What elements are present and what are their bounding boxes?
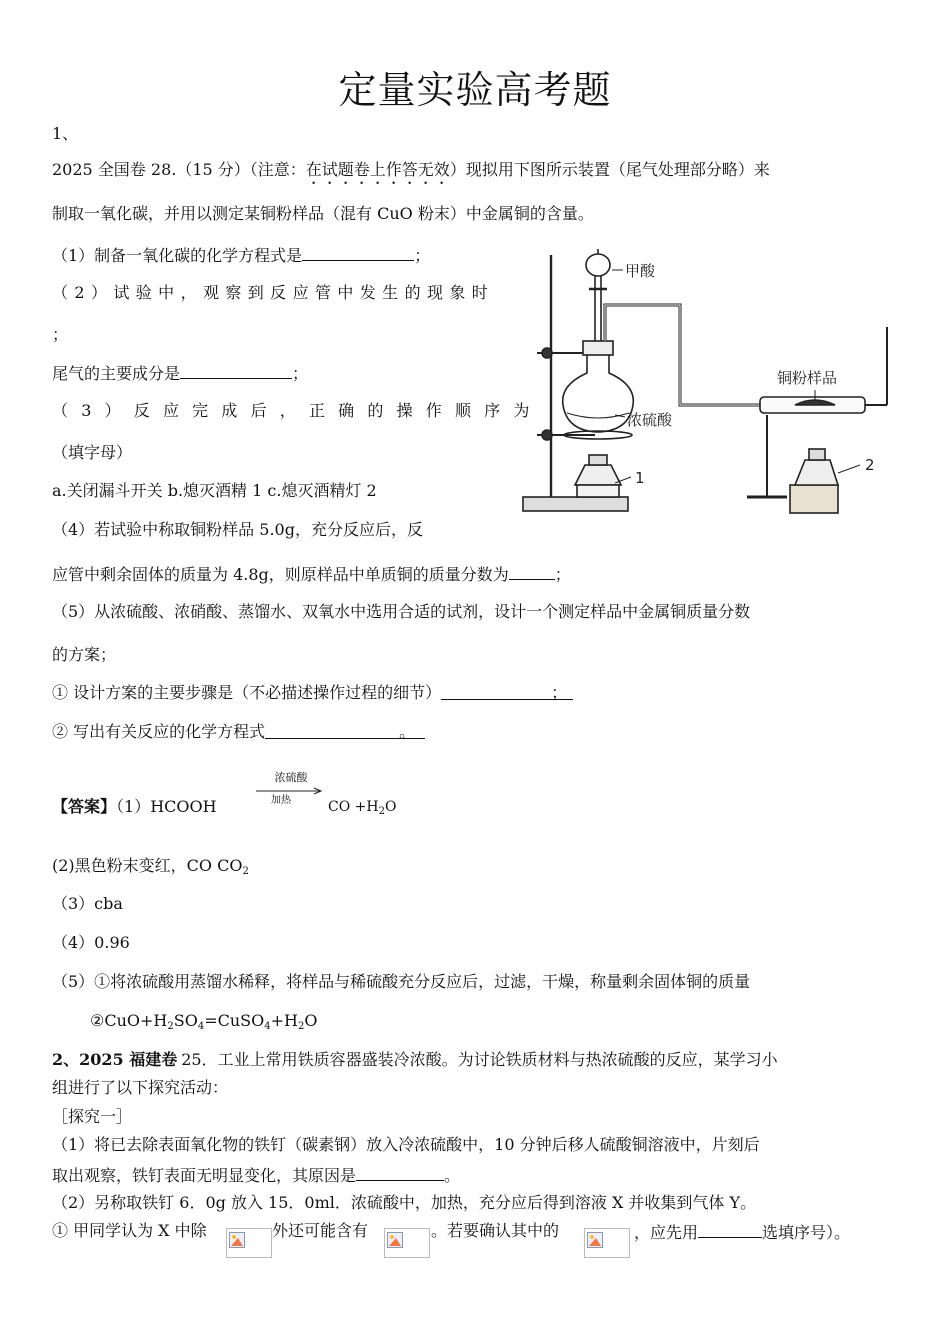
left-stand-base (523, 497, 628, 511)
flask (563, 355, 634, 432)
answer-5: （5）①将浓硫酸用蒸馏水稀释，将样品与稀硫酸充分反应后，过滤，干燥，称量剩余固体铜的质量 (52, 972, 751, 991)
question-2-intro (52, 1050, 778, 1070)
question-2-section: ［探究一］ (52, 1107, 133, 1126)
apparatus-figure (515, 245, 910, 520)
eq-part: ②CuO+H (90, 1011, 168, 1030)
label-lamp-1: 1 (635, 469, 645, 487)
eq-part: +H (270, 1011, 298, 1030)
question-2-part-2-sub1: ① 甲同学认为 X 中除 (52, 1221, 207, 1240)
label-copper-sample: 铜粉样品 (777, 369, 838, 387)
q2-sub1-text-4 (634, 1221, 850, 1243)
q2-part-1-text: 取出观察，铁钉表面无明显变化，其原因是 (52, 1166, 357, 1185)
subscript: 2 (378, 806, 385, 817)
q2-part-1-end: 。 (444, 1166, 461, 1185)
question-1-source: 2025 全国卷 28.（15 分）（注意： (52, 160, 306, 179)
broken-image-icon (226, 1228, 272, 1258)
alcohol-lamp-2 (795, 460, 838, 485)
q2-sub1-text-2: 外还可能含有 (272, 1221, 369, 1240)
part-2-gas-text: 尾气的主要成分是 (52, 364, 181, 383)
answer-label: 【答案】 (52, 797, 117, 816)
answer-1 (52, 797, 217, 817)
label-sulfuric-acid: 浓硫酸 (627, 411, 673, 429)
subscript: 2 (242, 866, 249, 877)
eq-part: O (304, 1011, 318, 1030)
label-formic-acid: 甲酸 (625, 262, 656, 280)
question-1-part-5-step2 (52, 722, 425, 742)
broken-image-icon (584, 1228, 630, 1258)
question-1-intro-end: ）现拟用下图所示装置（尾气处理部分略）来 (449, 160, 770, 179)
answer-4: （4）0.96 (52, 933, 130, 952)
question-1-part-1 (52, 244, 430, 266)
subscript: 4 (197, 1021, 205, 1032)
question-1-part-4: （4）若试验中称取铜粉样品 5.0g，充分反应后，反 (52, 520, 423, 539)
question-1-number: 1、 (52, 124, 79, 143)
part-5-step1-end: ； (551, 683, 568, 702)
gas-tube (605, 305, 760, 405)
question-2-part-1: （1）将已去除表面氧化物的铁钉（碳素钢）放入冷浓硫酸中，10 分钟后移人硫酸铜溶液中，片刻后 (52, 1135, 760, 1154)
q2-sub1-text-4b: 选填序号）。 (762, 1223, 851, 1242)
broken-image-icon (384, 1228, 430, 1258)
subscript: 2 (297, 1021, 305, 1032)
question-1-part-2: （2）试验中，观察到反应管中发生的现象时 (52, 283, 495, 302)
stopper (583, 341, 613, 355)
part-2-gas-end: ； (292, 364, 309, 383)
question-1-part-5: （5）从浓硫酸、浓硝酸、蒸馏水、双氧水中选用合适的试剂，设计一个测定样品中金属铜质量分数 (52, 602, 751, 621)
question-1-part-3-options: a.关闭漏斗开关 b.熄灭酒精 1 c.熄灭酒精灯 2 (52, 481, 377, 500)
question-2-intro-text: 25．工业上常用铁质容器盛装冷浓酸。为讨论铁质材料与热浓硫酸的反应，某学习小 (181, 1050, 778, 1069)
part-4-text: 应管中剩余固体的质量为 4.8g，则原样品中单质铜的质量分数为 (52, 565, 509, 584)
eq-part: =CuSO (204, 1011, 265, 1030)
answer-blank[interactable] (265, 722, 425, 739)
subscript: 2 (167, 1021, 174, 1032)
label-lamp-2: 2 (865, 456, 875, 474)
question-1-part-5-step1 (52, 683, 573, 703)
question-1-part-4-line2 (52, 563, 571, 585)
subscript: 4 (264, 1021, 271, 1032)
q2-sub1-text-4a: ，应先用 (634, 1223, 699, 1242)
question-1-part-3-fill: （填字母） (52, 443, 133, 462)
question-1-part-2-gas (52, 362, 308, 384)
answer-1-reactant: （1）HCOOH (116, 797, 217, 816)
question-1-part-2-semicolon: ； (52, 325, 69, 344)
answer-blank[interactable] (441, 683, 573, 700)
q2-sub1-text-3: 。若要确认其中的 (431, 1221, 560, 1240)
answer-5-equation (90, 1011, 317, 1031)
part-5-step2-end: 。 (399, 722, 416, 741)
arrow-condition-top: 浓硫酸 (274, 771, 308, 784)
dropping-funnel (586, 254, 610, 276)
part-4-end: ； (554, 565, 571, 584)
answer-2 (52, 856, 249, 876)
part-1-end: ； (414, 246, 431, 265)
part-5-step1-text: ① 设计方案的主要步骤是（不必描述操作过程的细节） (52, 683, 442, 702)
products-tail: O (384, 799, 397, 815)
question-2-number: 2、 (52, 1050, 80, 1069)
question-1-part-5-line2: 的方案； (52, 645, 117, 664)
question-2-part-1-line2 (52, 1164, 460, 1186)
question-2-intro-line2: 组进行了以下探究活动： (52, 1078, 229, 1097)
products-text: CO +H (328, 799, 379, 815)
page-title: 定量实验高考题 (338, 68, 612, 112)
answer-blank[interactable] (698, 1221, 762, 1238)
answer-blank[interactable] (180, 362, 292, 379)
answer-1-products (328, 797, 396, 817)
part-1-text: （1）制备一氧化碳的化学方程式是 (52, 246, 303, 265)
answer-2-text: (2)黑色粉末变红，CO CO (52, 856, 243, 875)
question-1-notice: 在试题卷上作答无效 (305, 160, 450, 179)
answer-blank[interactable] (302, 244, 414, 261)
answer-blank[interactable] (509, 563, 555, 580)
answer-3: （3）cba (52, 894, 123, 913)
question-2-part-2: （2）另称取铁钉 6．0g 放入 15．0ml．浓硫酸中，加热，充分应后得到溶液 X 并收集到气体 Y。 (52, 1193, 757, 1212)
question-2-source: 2025 福建卷 (79, 1050, 178, 1069)
answer-blank[interactable] (356, 1164, 444, 1181)
part-5-step2-text: ② 写出有关反应的化学方程式 (52, 722, 266, 741)
eq-part: SO (173, 1011, 198, 1030)
arrow-condition-bottom: 加热 (271, 795, 291, 806)
question-1-intro (52, 160, 770, 188)
alcohol-lamp-1 (575, 465, 621, 485)
question-1-intro-line2: 制取一氧化碳，并用以测定某铜粉样品（混有 CuO 粉末）中金属铜的含量。 (52, 204, 594, 223)
question-1-part-3: （3）反应完成后，正确的操作顺序为 (52, 401, 543, 420)
wood-block (790, 485, 838, 513)
